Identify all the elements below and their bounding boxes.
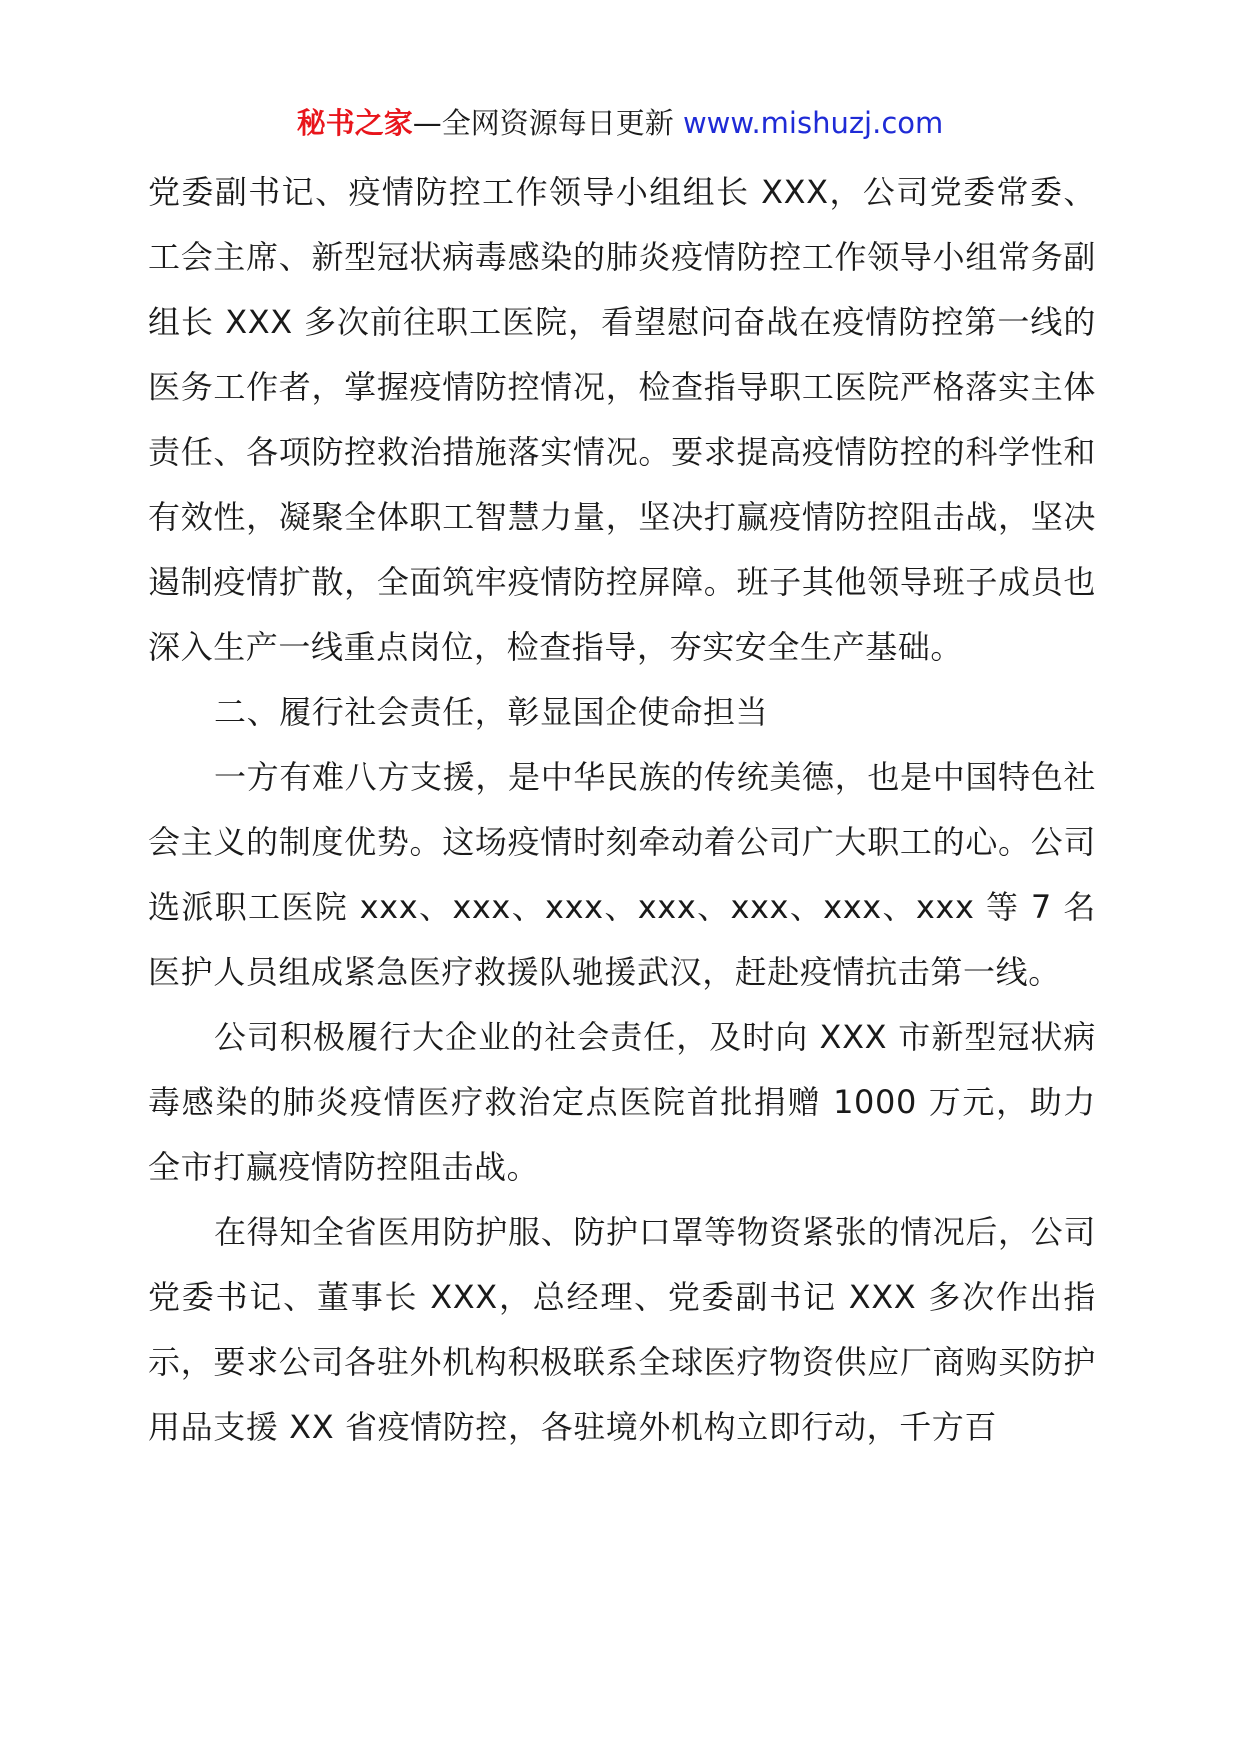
paragraph-protective-supplies: 在得知全省医用防护服、防护口罩等物资紧张的情况后，公司党委书记、董事长 XXX，总经理、党委副书记 XXX 多次作出指示，要求公司各驻外机构积极联系全球医疗物资供应厂商购买防护用品支援 XX 省疫情防控，各驻境外机构立即行动，千方百 bbox=[148, 1213, 1096, 1446]
document-body bbox=[148, 160, 1096, 1460]
paragraph-leadership-visits: 党委副书记、疫情防控工作领导小组组长 XXX，公司党委常委、工会主席、新型冠状病毒感染的肺炎疫情防控工作领导小组常务副组长 XXX 多次前往职工医院，看望慰问奋战在疫情防控第一线的医务工作者，掌握疫情防控情况，检查指导职工医院严格落实主体责任、各项防控救治措施落实情况。要求提高疫情防控的科学性和有效性，凝聚全体职工智慧力量，坚决打赢疫情防控阻击战，坚决遏制疫情扩散，全面筑牢疫情防控屏障。班子其他领导班子成员也深入生产一线重点岗位，检查指导，夯实安全生产基础。 bbox=[148, 173, 1096, 666]
paragraph-donation: 公司积极履行大企业的社会责任，及时向 XXX 市新型冠状病毒感染的肺炎疫情医疗救治定点医院首批捐赠 1000 万元，助力全市打赢疫情防控阻击战。 bbox=[148, 1018, 1096, 1186]
document-header bbox=[0, 103, 1240, 143]
site-tagline: —全网资源每日更新 bbox=[412, 106, 683, 140]
paragraph-medical-team: 一方有难八方支援，是中华民族的传统美德，也是中国特色社会主义的制度优势。这场疫情时刻牵动着公司广大职工的心。公司选派职工医院 xxx、xxx、xxx、xxx、xxx、xxx、xxx 等 7 名医护人员组成紧急医疗救援队驰援武汉，赶赴疫情抗击第一线。 bbox=[148, 758, 1096, 991]
site-url-link[interactable]: www.mishuzj.com bbox=[682, 106, 944, 140]
site-brand: 秘书之家 bbox=[296, 106, 413, 140]
section-heading-social-responsibility: 二、履行社会责任，彰显国企使命担当 bbox=[214, 693, 769, 731]
